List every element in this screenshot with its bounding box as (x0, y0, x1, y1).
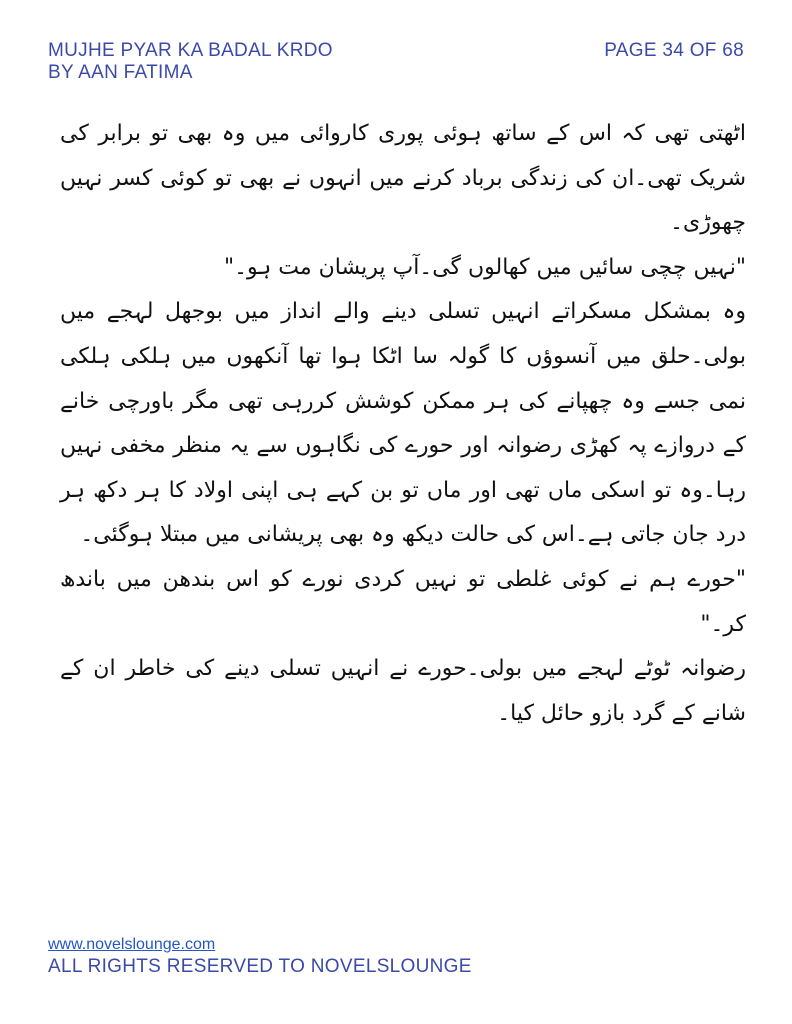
author-line: BY AAN FATIMA (48, 62, 193, 83)
novel-title: MUJHE PYAR KA BADAL KRDO (48, 40, 333, 61)
website-link[interactable]: www.novelslounge.com (48, 936, 216, 953)
story-text (60, 112, 746, 736)
document-footer (48, 934, 472, 978)
page-number: PAGE 34 OF 68 (604, 40, 744, 61)
paragraph-5: رضوانہ ٹوٹے لہجے میں بولی۔حورے نے انہیں تسلی دینے کی خاطر ان کے شانے کے گرد بازو حائل کیا۔ (60, 656, 746, 726)
paragraph-3: وہ بمشکل مسکراتے انہیں تسلی دینے والے انداز میں بوجھل لہجے میں بولی۔حلق میں آنسوؤں کا گولہ سا اٹکا ہوا تھا آنکھوں میں ہلکی ہلکی نمی جسے وہ چھپانے کی ہر ممکن کوشش کررہی تھی مگر باورچی خانے کے دروازے پہ کھڑی رضوانہ اور حورے کی نگاہوں سے یہ منظر مخفی نہیں رہا۔وہ تو اسکی ماں تھی اور ماں تو بن کہے ہی اپنی اولاد کا ہر دکھ ہر درد جان جاتی ہے۔اس کی حالت دیکھ وہ بھی پریشانی میں مبتلا ہوگئی۔ (60, 299, 746, 548)
document-header-left (48, 40, 333, 84)
paragraph-1: اٹھتی تھی کہ اس کے ساتھ ہوئی پوری کاروائی میں وہ بھی تو برابر کی شریک تھی۔ان کی زندگی برباد کرنے میں انہوں نے بھی تو کوئی کسر نہیں چھوڑی۔ (60, 121, 746, 236)
rights-notice: ALL RIGHTS RESERVED TO NOVELSLOUNGE (48, 956, 472, 977)
paragraph-4-dialogue: "حورے ہم نے کوئی غلطی تو نہیں کردی نورے کو اس بندھن میں باندھ کر۔" (60, 566, 746, 637)
paragraph-2-dialogue: "نہیں چچی سائیں میں کھالوں گی۔آپ پریشان مت ہو۔" (223, 254, 746, 280)
